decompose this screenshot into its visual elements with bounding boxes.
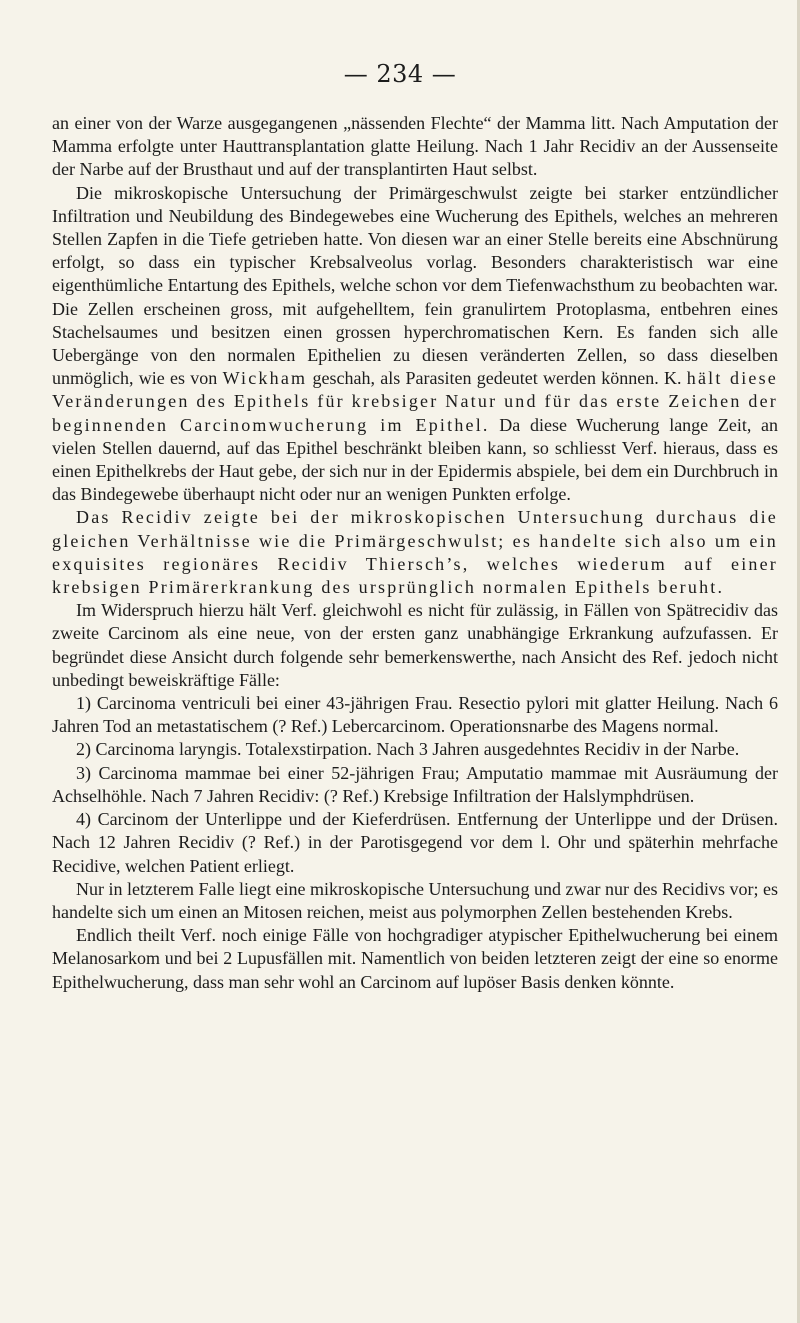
emphasized-text: Das Recidiv zeigte bei der mikroskopischen Untersuchung durchaus die gleichen Verhältnisse wie die Primärgeschwulst; es handelte sich also um ein exquisites regionäres Recidiv Thiersch’s, welches wiederum auf einer krebsigen Primärerkrankung des ursprünglich normalen Epithels beruht. bbox=[52, 507, 778, 598]
paragraph bbox=[52, 878, 778, 924]
paragraph bbox=[52, 808, 778, 878]
paragraph bbox=[52, 599, 778, 692]
text-run: geschah, als Parasiten gedeutet werden können. K. bbox=[307, 368, 687, 389]
text-run: Da diese Wucherung lange Zeit, an vielen Stellen dauernd, auf das Epithel beschränkt bleiben kann, so schliesst Verf. hieraus, dass es einen Epithelkrebs der Haut gebe, der sich nur in der Epidermis abspiele, bei dem ein Durchbruch in das Bindegewebe überhaupt nicht oder nur an wenigen Punkten erfolge. bbox=[52, 414, 778, 505]
text-run: 3) Carcinoma mammae bei einer 52-jährigen Frau; Amputatio mammae mit Ausräumung der Achselhöhle. Nach 7 Jahren Recidiv: (? Ref.) Krebsige Infiltration der Halslymphdrüsen. bbox=[52, 762, 778, 806]
text-run: 1) Carcinoma ventriculi bei einer 43-jährigen Frau. Resectio pylori mit glatter Heilung. Nach 6 Jahren Tod an metastatischem (? Ref.) Lebercarcinom. Operationsnarbe des Magens normal. bbox=[52, 693, 778, 737]
paragraph bbox=[52, 506, 778, 599]
body-text bbox=[52, 112, 778, 994]
emphasized-text: Wickham bbox=[222, 368, 308, 389]
text-run: Nur in letzterem Falle liegt eine mikroskopische Untersuchung und zwar nur des Recidivs vor; es handelte sich um einen an Mitosen reichen, meist aus polymorphen Zellen bestehenden Krebs. bbox=[52, 878, 778, 922]
text-run: Endlich theilt Verf. noch einige Fälle von hochgradiger atypischer Epithelwucherung bei einem Melanosarkom und bei 2 Lupusfällen mit. Namentlich von beiden letzteren zeigt der eine so enorme Epithelwucherung, dass man sehr wohl an Carcinom auf lupöser Basis denken könnte. bbox=[52, 925, 778, 992]
text-run: 2) Carcinoma laryngis. Totalexstirpation. Nach 3 Jahren ausgedehntes Recidiv in der Narbe. bbox=[76, 739, 740, 760]
page-number-header: — 234 — bbox=[343, 60, 457, 88]
text-run: an einer von der Warze ausgegangenen „nässenden Flechte“ der Mamma litt. Nach Amputation der Mamma erfolgte unter Hauttransplantation glatte Heilung. Nach 1 Jahr Recidiv an der Aussenseite der Narbe auf der Brusthaut und auf der transplantirten Haut selbst. bbox=[52, 113, 778, 180]
paragraph bbox=[52, 692, 778, 738]
paragraph bbox=[52, 112, 778, 182]
paragraph bbox=[52, 762, 778, 808]
text-run: Die mikroskopische Untersuchung der Primärgeschwulst zeigte bei starker entzündlicher Infiltration und Neubildung des Bindegewebes eine Wucherung des Epithels, welches an mehreren Stellen Zapfen in die Tiefe getrieben hatte. Von diesen war an einer Stelle bereits eine Abschnürung erfolgt, so dass ein typischer Krebsalveolus vorlag. Besonders charakteristisch war eine eigenthümliche Entartung des Epithels, welche schon vor dem Tiefenwachsthum zu beobachten war. Die Zellen erscheinen gross, mit aufgehelltem, fein granulirtem Protoplasma, entbehren eines Stachelsaumes und besitzen einen grossen hyperchromatischen Kern. Es fanden sich alle Uebergänge von den normalen Epithelien zu diesen veränderten Zellen, so dass dieselben unmöglich, wie es von bbox=[52, 182, 778, 389]
text-run: 4) Carcinom der Unterlippe und der Kieferdrüsen. Entfernung der Unterlippe und der Drüsen. Nach 12 Jahren Recidiv (? Ref.) in der Parotisgegend vor dem l. Ohr und späterhin mehrfache Recidive, welchen Patient erliegt. bbox=[52, 809, 778, 876]
emphasized-text: hält diese Veränderungen des Epithels für krebsiger Natur und für das erste Zeichen der beginnenden Carcinomwucherung im Epithel. bbox=[52, 368, 778, 435]
paragraph bbox=[52, 924, 778, 994]
text-run: Im Widerspruch hierzu hält Verf. gleichwohl es nicht für zulässig, in Fällen von Spätrecidiv das zweite Carcinom als eine neue, von der ersten ganz unabhängige Erkrankung aufzufassen. Er begründet diese Ansicht durch folgende sehr bemerkenswerthe, nach Ansicht des Ref. jedoch nicht unbedingt beweiskräftige Fälle: bbox=[52, 600, 778, 690]
paragraph bbox=[52, 182, 778, 507]
paragraph bbox=[52, 738, 778, 761]
